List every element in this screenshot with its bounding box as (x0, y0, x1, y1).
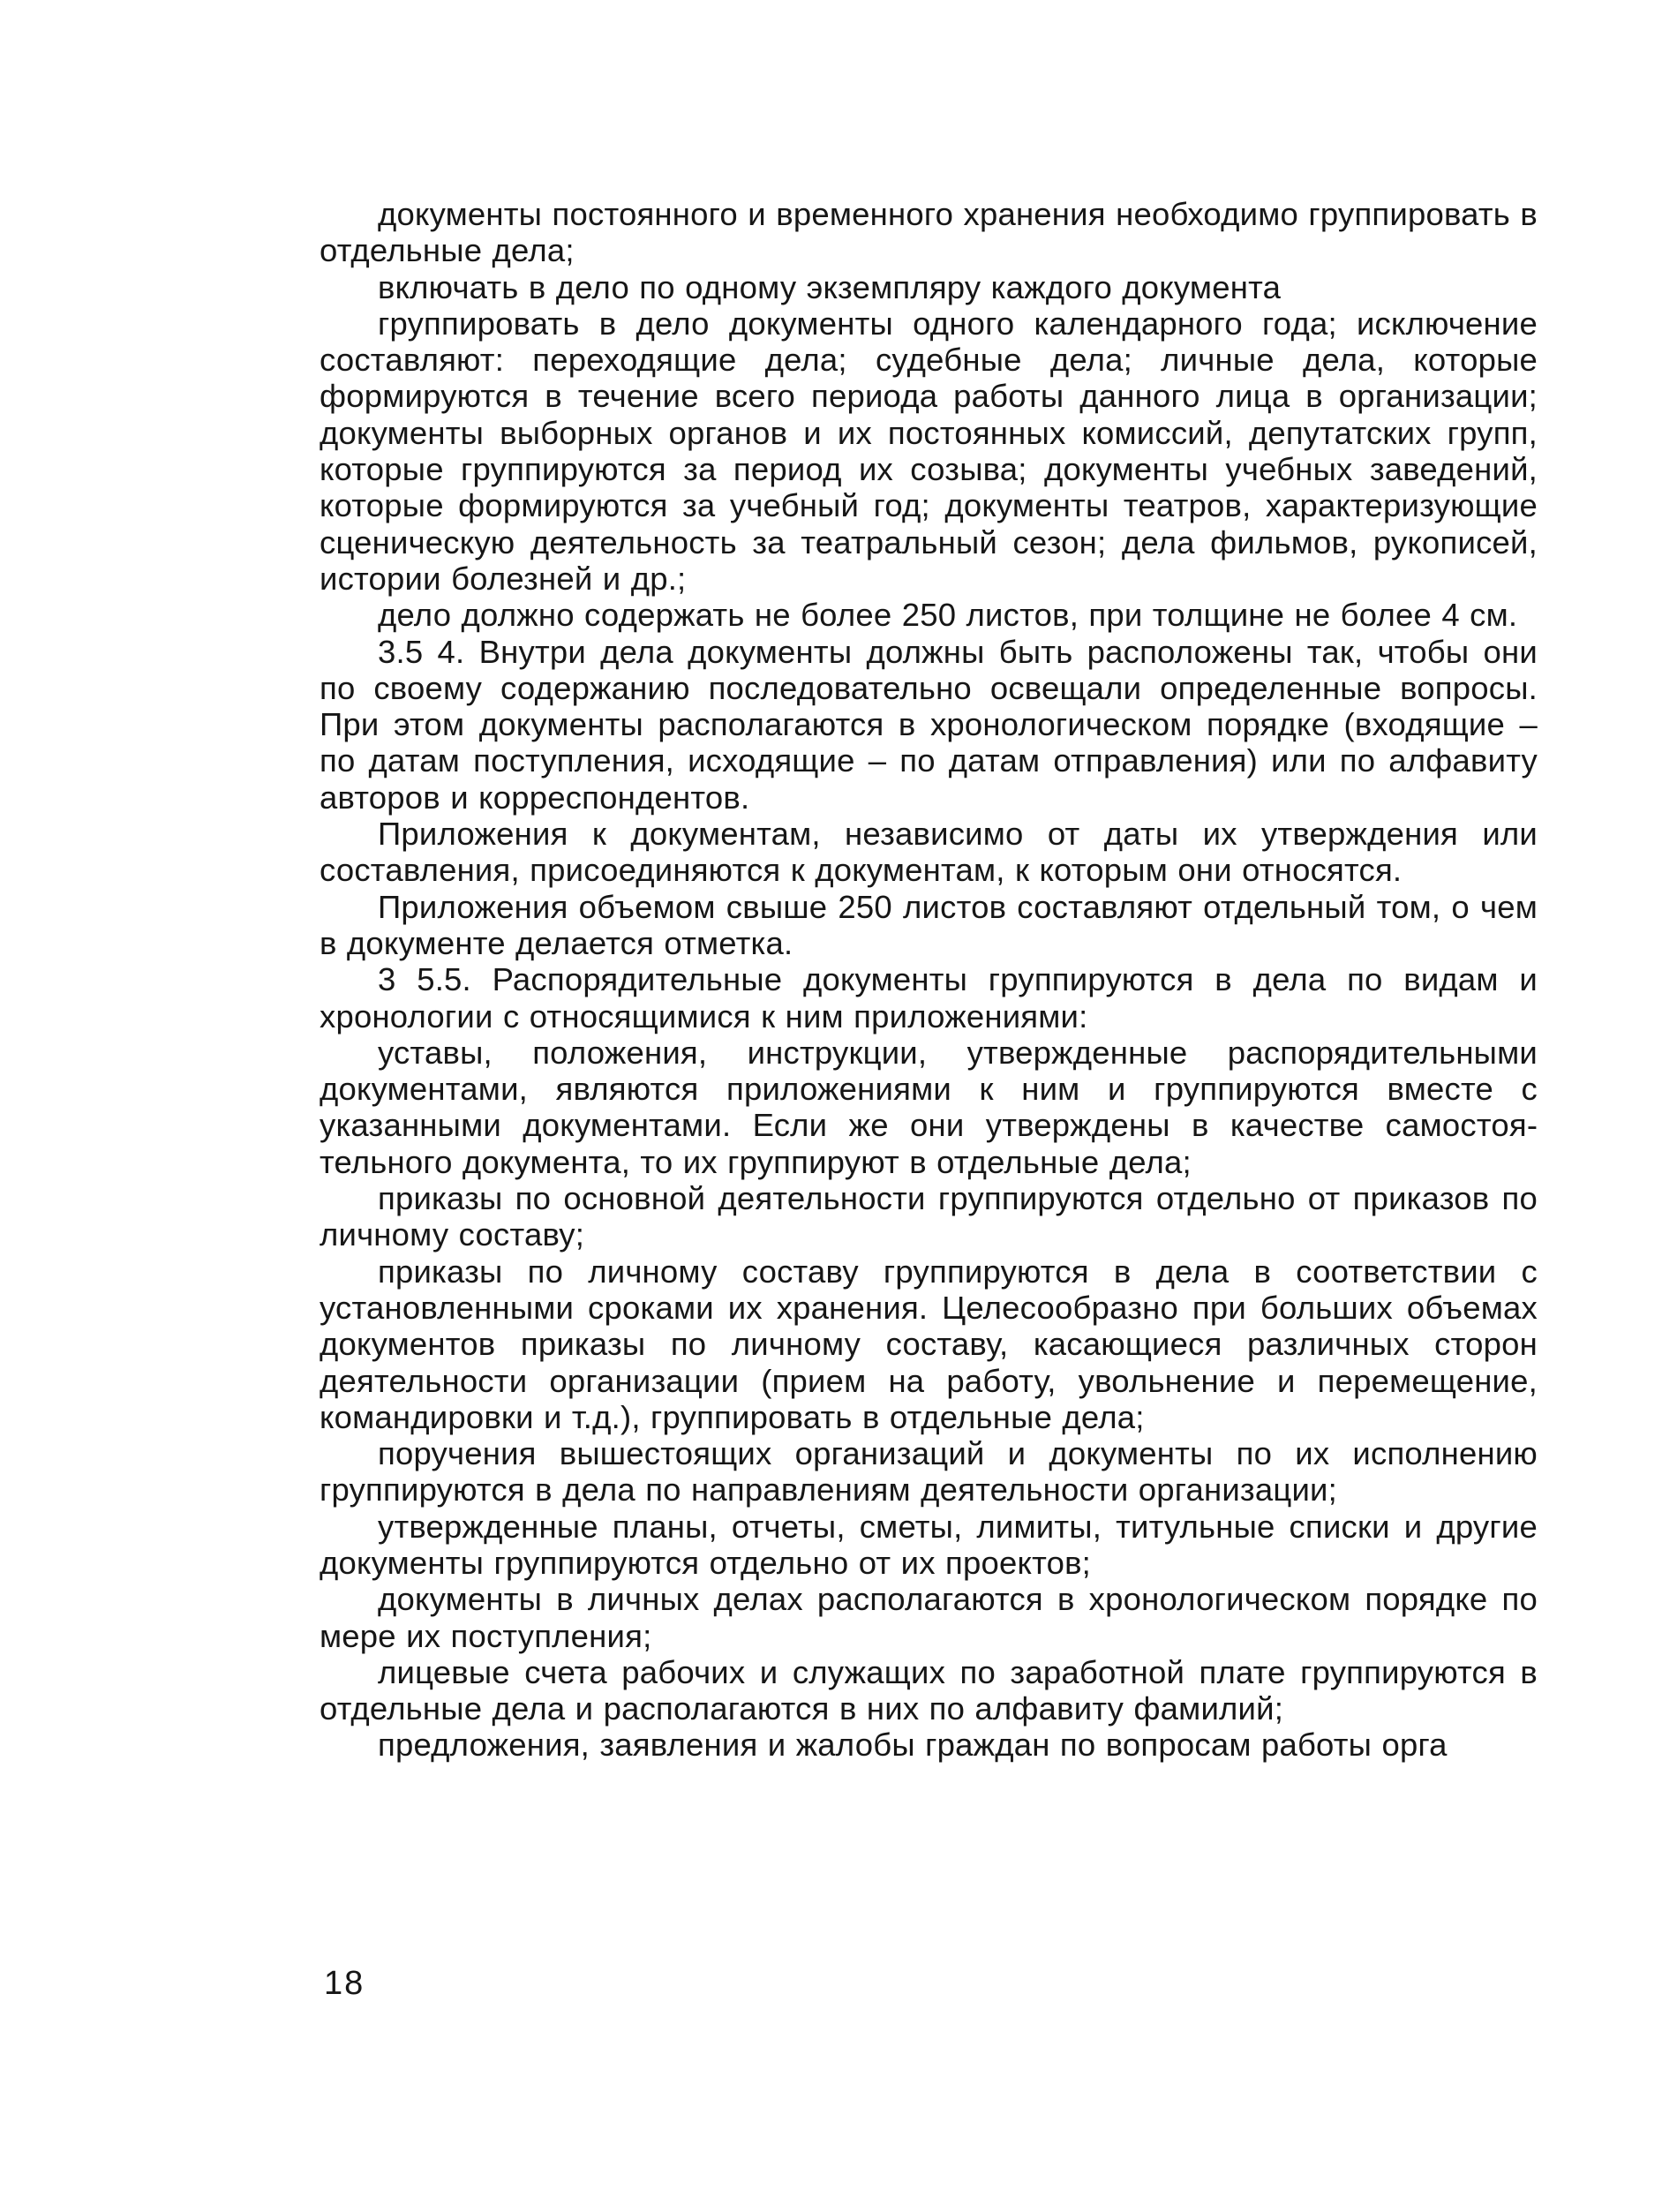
paragraph: дело должно содержать не более 250 листов, при толщине не более 4 см. (378, 597, 1518, 634)
page-number: 18 (324, 1965, 365, 2002)
paragraph: предложения, заявления и жалобы граждан по вопросам работы орга (378, 1727, 1448, 1764)
paragraph: Приложения к документам, независимо от даты их утверждения или составления, присоединяются к документам, к которым они относятся. (320, 816, 1538, 889)
paragraph: документы в личных делах располагаются в хронологическом порядке по мере их поступления; (320, 1581, 1538, 1654)
paragraph: документы постоянного и временного хранения необходимо группировать в отдельные дела; (320, 196, 1538, 269)
paragraph: 3 5.5. Распорядительные документы группируются в дела по видам и хронологии с относящимися к ним приложениями: (320, 961, 1538, 1035)
paragraph: поручения вышестоящих организаций и документы по их исполнению группируются в дела по направлениям деятельности организации; (320, 1435, 1538, 1509)
paragraph: включать в дело по одному экземпляру каждого документа (378, 268, 1282, 305)
paragraph: уставы, положения, инструкции, утвержденные распорядительными документами, являются приложениями к ним и группируются вместе с указанными документами. Если же они утверждены в качестве самостоятельного документа, то их группируют в отдельные дела; (320, 1034, 1538, 1180)
paragraph: приказы по основной деятельности группируются отдельно от приказов по личному составу; (320, 1180, 1538, 1253)
paragraph: утвержденные планы, отчеты, сметы, лимиты, титульные списки и другие документы группируются отдельно от их проектов; (320, 1508, 1538, 1581)
paragraph: лицевые счета рабочих и служащих по заработной плате группируются в отдельные дела и располагаются в них по алфавиту фамилий; (320, 1653, 1538, 1727)
paragraph: группировать в дело документы одного календарного года; исключение составляют: переходящие дела; судебные дела; личные дела, которые формируются в течение всего периода работы данного лица в организации; документы выборных органов и их постоянных комиссий, депутатских групп, которые группируются за период их созыва; документы учебных заведений, которые формируются за учебный год; документы театров, характеризующие сценическую деятельность за театральный сезон; дела фильмов, рукописей, истории болезней и др.; (320, 305, 1538, 597)
paragraph: приказы по личному составу группируются в дела в соответствии с установленными сроками их хранения. Целесообразно при больших объемах документов приказы по личному составу, касающиеся различных сторон деятельности организации (прием на работу, увольнение и перемещение, командировки и т.д.), группировать в отдельные дела; (320, 1253, 1538, 1435)
body-text (320, 196, 1538, 1764)
paragraph: Приложения объемом свыше 250 листов составляют отдельный том, о чем в документе делается отметка. (320, 888, 1538, 961)
paragraph: 3.5 4. Внутри дела документы должны быть расположены так, чтобы они по своему содержанию последовательно освещали определенные вопросы. При этом документы располагаются в хронологическом порядке (входящие – по датам поступления, исходящие – по датам отправления) или по алфавиту авторов и корреспондентов. (320, 633, 1538, 816)
